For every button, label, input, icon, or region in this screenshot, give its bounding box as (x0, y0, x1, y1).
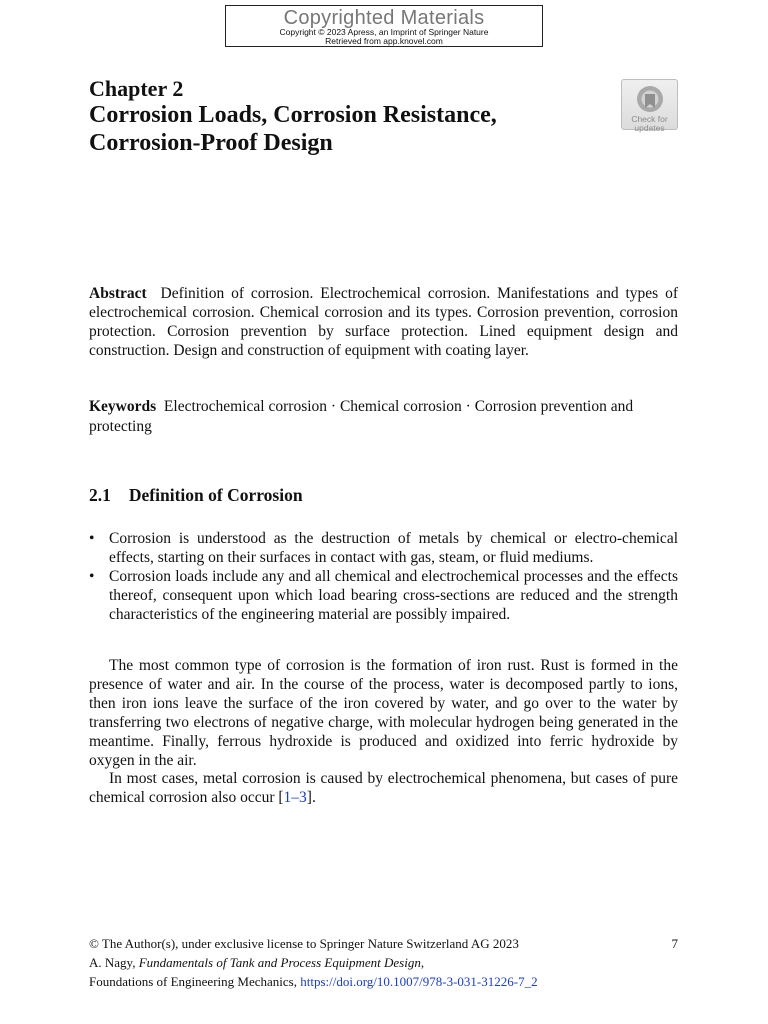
abstract-text: Definition of corrosion. Electrochemical corrosion. Manifestations and types of electrochemical corrosion. Chemical corrosion and its types. Corrosion prevention, corrosion protection. Corrosion prevention by surface protection. Lined equipment design and construction. Design and construction of equipment with coating layer. (89, 285, 679, 359)
keyword-item: Electrochemical corrosion (163, 398, 328, 415)
check-updates-icon (635, 84, 665, 114)
badge-text-line: updates (634, 123, 665, 133)
abstract (89, 284, 678, 360)
section-heading (89, 484, 303, 506)
bullet-icon: • (89, 530, 95, 547)
section-number: 2.1 (89, 485, 111, 505)
list-item-text: Corrosion is understood as the destruction of metals by chemical or electro-chemical effects, starting on their surfaces in contact with gas, steam, or fluid mediums. (109, 530, 678, 566)
keyword-item: Chemical corrosion (339, 398, 462, 415)
body-paragraph (89, 656, 678, 770)
watermark-retrieved-line: Retrieved from app.knovel.com (325, 36, 443, 46)
chapter-title (89, 101, 609, 157)
footer-punct: , (420, 955, 425, 970)
chapter-title-line: Corrosion Loads, Corrosion Resistance, (89, 102, 497, 128)
keyword-separator: · (461, 398, 475, 415)
check-for-updates-badge[interactable] (621, 79, 678, 133)
page-footer (89, 934, 678, 991)
footer-copyright: © The Author(s), under exclusive license to Springer Nature Switzerland AG 2023 (89, 936, 519, 951)
list-item (89, 567, 678, 624)
doi-link[interactable]: https://doi.org/10.1007/978-3-031-31226-7_2 (300, 974, 538, 989)
paragraph-text: In most cases, metal corrosion is caused by electrochemical phenomena, but cases of pure chemical corrosion also occur (89, 770, 678, 806)
citation-bracket: [ (278, 789, 284, 806)
footer-citation (89, 953, 678, 972)
watermark-title: Copyrighted Materials (283, 7, 485, 29)
keyword-separator: · (327, 398, 340, 415)
footer-series (89, 972, 678, 991)
footer-series-name: Foundations of Engineering Mechanics, (89, 974, 297, 989)
bullet-list (89, 529, 678, 624)
watermark-copyright-line: Copyright © 2023 Apress, an Imprint of Springer Nature (279, 27, 489, 37)
footer-book-title: Fundamentals of Tank and Process Equipment Design (138, 955, 421, 970)
bullet-icon: • (89, 568, 95, 585)
keywords (89, 397, 678, 436)
paragraph-text: The most common type of corrosion is the formation of iron rust. Rust is formed in the presence of water and air. In the course of the process, water is decomposed partly to ions, then iron ions leave the surface of the iron covered by water, and go over to the water by transferring two electrons of negative charge, with molecular hydrogen being generated in the meantime. Finally, ferrous hydroxide is produced and oxidized into ferric hydroxide by oxygen in the air. (89, 657, 678, 769)
list-item (89, 529, 678, 567)
abstract-label: Abstract (89, 285, 147, 302)
chapter-title-line: Corrosion-Proof Design (89, 130, 333, 156)
badge-text-line: Check for (631, 114, 668, 124)
copyright-watermark (225, 5, 543, 47)
body-paragraph (89, 769, 678, 807)
footer-author: A. Nagy, (89, 955, 136, 970)
section-title: Definition of Corrosion (128, 485, 303, 505)
page-number: 7 (671, 936, 678, 951)
keywords-label: Keywords (89, 398, 157, 415)
chapter-label: Chapter 2 (89, 76, 184, 101)
citation-bracket: ]. (306, 789, 316, 806)
keyword-item: Corrosion prevention and protecting (89, 398, 634, 435)
citation-link[interactable]: 1–3 (283, 789, 307, 806)
list-item-text: Corrosion loads include any and all chemical and electrochemical processes and the effects thereof, consequent upon which load bearing cross-sections are reduced and the strength characteristics of the engineering material are possibly impaired. (109, 568, 678, 623)
